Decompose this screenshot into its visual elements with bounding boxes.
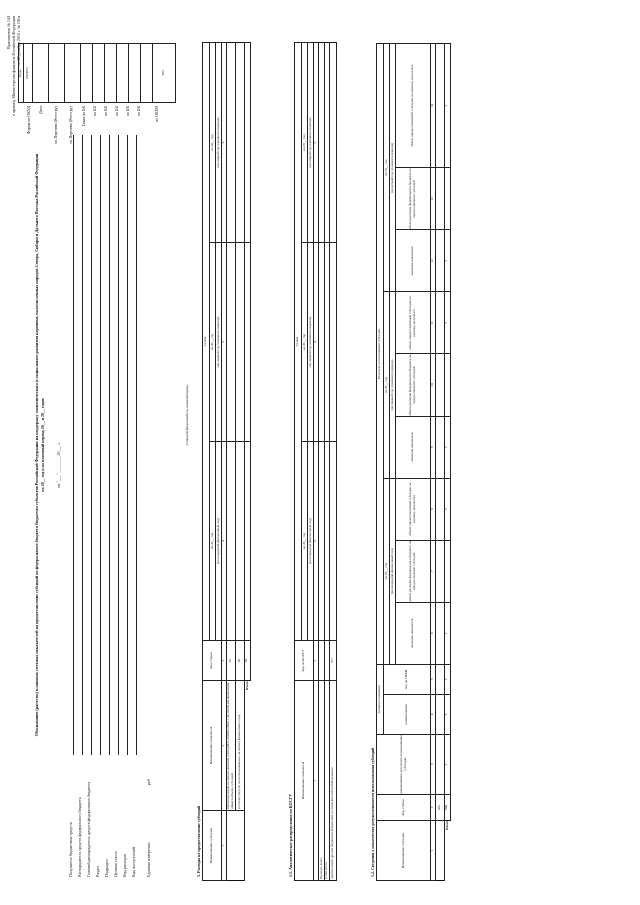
s11-h-y1: на 20__ год <box>302 442 308 641</box>
s1-num: 4 <box>222 442 227 641</box>
s12-h-per-unit: объем предоставляемой субсидии на единицу результата <box>396 44 431 168</box>
s1-total-cell[interactable] <box>245 243 251 442</box>
s1-total-label: Итого <box>244 681 249 691</box>
code-bk-1 <box>93 44 105 103</box>
s1-num: 6 <box>222 42 227 242</box>
s12-x: x <box>445 602 451 664</box>
s12-row-name[interactable] <box>436 820 445 880</box>
codes-label-okei: по ОКЕИ <box>154 106 159 123</box>
s11-row-indicator: Расходы, всего <box>319 681 325 881</box>
code-bk-2 <box>105 44 117 103</box>
codes-label-bk3: по БК <box>114 106 119 117</box>
s12-h-subsidy-vol: объем расходов федерального бюджета на предоставление субсидий <box>396 540 431 602</box>
s12-cell[interactable] <box>436 664 445 694</box>
s1-cell[interactable] <box>227 42 236 242</box>
s12-h-value: значение показателя <box>396 416 431 478</box>
s12-h-y2: на 20__ год <box>384 292 390 478</box>
s11-num: 2 <box>314 641 319 681</box>
s1-h-y1: на 20__ год <box>210 442 216 641</box>
s12-num: 11 <box>431 292 436 354</box>
s1-h-code: Код строки <box>203 641 222 681</box>
s12-cell[interactable] <box>436 168 445 230</box>
appendix-line2: к приказу Министерства финансов Российской Федерации <box>11 16 16 116</box>
field-subsection: Подраздел <box>104 859 109 877</box>
s12-num: 13 <box>431 168 436 230</box>
field-section: Раздел <box>95 865 100 877</box>
codes-label-date: Дата <box>38 106 43 114</box>
s1-num: 1 <box>222 811 227 881</box>
s1-h-y3-note: (на второй год планового периода) <box>216 42 222 242</box>
codes-label-reg1: по Перечню (Реестру) <box>53 106 58 144</box>
s12-cell[interactable] <box>436 292 445 354</box>
s11-num: 4 <box>314 243 319 442</box>
s11-cell[interactable] <box>330 442 337 641</box>
s12-num: 8 <box>431 478 436 540</box>
s12-num: 1 <box>431 820 436 880</box>
s12-total-cell[interactable] <box>445 354 451 416</box>
document-title: Обоснование (расчеты) плановых сметных показателей на предоставление субсидий из федерального бюджета бюджетам субъектов Российской Федерации на поддержку экономического и социального развития коренных малочисленных народов Севера, Сибири и Дальнего Востока Российской Федерации <box>34 153 39 737</box>
s1-cell[interactable] <box>236 442 245 641</box>
s12-h-okei: код по ОКЕИ <box>384 664 431 694</box>
code-bk-3 <box>117 44 129 103</box>
s12-h-unit: единица измерения <box>377 664 384 734</box>
s12-h-per-unit: объем предоставляемой субсидии на единицу результата <box>396 292 431 354</box>
s1-h-y1-note: (на очередной финансовый год) <box>216 442 222 641</box>
s12-h-value: значение показателя <box>396 602 431 664</box>
s1-h-sum: Сумма <box>203 42 210 640</box>
codes-label-glava: Глава по БК <box>81 106 86 127</box>
s12-total-cell[interactable] <box>445 540 451 602</box>
s11-h-y3-note: (на второй год планового периода) <box>308 42 314 242</box>
codes-label-okud: Форма по ОКУД <box>26 106 31 135</box>
s12-num: 7 <box>431 540 436 602</box>
s12-row-code: 001 <box>436 794 445 820</box>
s11-cell[interactable] <box>330 42 337 242</box>
s1-h-y3: на 20__ год <box>210 42 216 242</box>
s11-h-y1-note: (на очередной финансовый год) <box>308 442 314 641</box>
s12-h-y3: на 20__ год <box>384 44 390 292</box>
field-main-distributor: Главный распорядитель средств федерального бюджета <box>86 782 91 877</box>
unit-label: Единица измерения: <box>146 842 151 877</box>
s11-h-y2-note: (на первый год планового периода) <box>308 243 314 442</box>
section1-title: 1. Расходы на предоставление субсидий <box>196 805 201 877</box>
s12-h-subsidy-vol: объем расходов федерального бюджета на предоставление субсидий <box>396 168 431 230</box>
section11-table <box>294 42 337 881</box>
s1-cell[interactable] <box>227 243 236 442</box>
s12-h-unit-name: наименование <box>384 694 431 734</box>
s11-num: 5 <box>314 42 319 242</box>
s12-x: x <box>445 664 451 694</box>
s12-h-y3-note: (на второй год планового периода) <box>390 44 396 292</box>
s12-h-per-unit: объем предоставляемой субсидии на единицу результата <box>396 478 431 540</box>
s1-h-y2-note: (на первый год планового периода) <box>216 243 222 442</box>
field-expense-type: Вид расходов <box>122 854 127 877</box>
s1-row-code: 01 <box>227 641 236 681</box>
s1-row-indicator: Остаток средств, не использованных на начало финансового года <box>236 681 245 811</box>
s12-x: x <box>445 416 451 478</box>
codes-table <box>18 43 176 103</box>
s1-num: 2 <box>222 681 227 811</box>
s12-num: 6 <box>431 602 436 664</box>
s12-num: 4 <box>431 694 436 734</box>
s12-h-result-name: наименование результата использования субсидии <box>377 734 431 794</box>
s12-total-label: Итого <box>444 820 449 831</box>
section12-table <box>376 43 451 881</box>
section12-title: 1.2. Сведения о показателях результативности использования субсидий <box>370 747 375 877</box>
s1-row-code: 02 <box>236 641 245 681</box>
field-distributor: Распорядитель средств федерального бюджета <box>77 797 82 877</box>
s12-cell[interactable] <box>436 540 445 602</box>
s12-x: x <box>445 478 451 540</box>
code-registry-2 <box>65 44 81 103</box>
appendix-line3: от 28 декабря 2010 г. № 191н <box>16 16 21 66</box>
code-bk-4 <box>129 44 141 103</box>
s12-h-value: значение показателя <box>396 230 431 292</box>
s12-x: x <box>445 734 451 794</box>
s11-row-kosgu: 251 <box>330 641 337 681</box>
s11-h-indicator: Наименование показателя <box>295 681 314 881</box>
s12-num: 14 <box>431 44 436 168</box>
s11-row-indicator: в том числе: <box>325 681 330 881</box>
field-recipient: Получатель бюджетных средств <box>68 822 73 877</box>
s1-num: 3 <box>222 641 227 681</box>
s11-num: 1 <box>314 681 319 881</box>
codes-header: Коды <box>19 44 24 103</box>
s1-h-y2: на 20__ год <box>210 243 216 442</box>
s1-total-cell[interactable] <box>245 42 251 242</box>
code-okud: 0504815 <box>24 44 33 103</box>
s12-h-y1-note: (на очередной финансовый год) <box>390 478 396 664</box>
s1-h-name: Наименование субсидии <box>203 811 222 881</box>
s12-num: 12 <box>431 230 436 292</box>
code-glava <box>81 44 93 103</box>
s12-cell[interactable] <box>436 416 445 478</box>
s12-num: 10 <box>431 354 436 416</box>
s12-x: x <box>445 292 451 354</box>
s1-total-code: 03 <box>245 641 251 681</box>
s1-cell[interactable] <box>227 442 236 641</box>
document-subtitle: на 20__ год и на плановый период 20__ и 20__ годов <box>40 398 45 492</box>
appendix-line1: Приложение № 144 <box>6 16 11 50</box>
s1-subsidy-name-cell[interactable] <box>227 811 245 881</box>
s12-num: 2 <box>431 794 436 820</box>
s12-h-results: Результат использования субсидии <box>377 44 384 665</box>
s12-cell[interactable] <box>436 734 445 794</box>
s12-x: x <box>445 44 451 168</box>
codes-label-reg2: по Перечню (Реестру) <box>68 106 73 144</box>
code-okei: 383 <box>153 44 176 103</box>
s11-h-kosgu: Код по КОСГУ <box>295 641 314 681</box>
s11-h-y3: на 20__ год <box>302 42 308 242</box>
s12-h-subsidy-vol: объем расходов федерального бюджета на предоставление субсидий <box>396 354 431 416</box>
s12-x: x <box>445 694 451 734</box>
s1-row-indicator: Объем расходов на предоставление субсидий в соответствии с расчетом распределения общего объема субсидий <box>227 681 236 811</box>
s12-num: 3 <box>431 734 436 794</box>
s12-h-code: Код строки <box>377 794 431 820</box>
s11-cell[interactable] <box>330 243 337 442</box>
s12-cell[interactable] <box>436 230 445 292</box>
s1-h-indicator: Наименование показателя <box>203 681 222 811</box>
s11-h-y2: на 20__ год <box>302 243 308 442</box>
field-target-article: Целевая статья <box>113 851 118 877</box>
s11-num: 3 <box>314 442 319 641</box>
s12-total-code: 900 <box>445 794 451 820</box>
s12-num: 5 <box>431 664 436 694</box>
codes-label-bk2: по БК <box>103 106 108 117</box>
document-date: на "___" ________ 20___ г. <box>56 442 61 488</box>
s1-total-cell[interactable] <box>245 442 251 641</box>
s12-h-y2-note: (на первый год планового периода) <box>390 292 396 478</box>
s12-x: x <box>445 230 451 292</box>
code-bk-5 <box>141 44 153 103</box>
s11-row-indicator: перечисления другим бюджетам бюджетной системы Российской Федерации <box>330 681 337 881</box>
unit-value: руб <box>146 779 151 785</box>
s1-cell[interactable] <box>236 42 245 242</box>
field-receipt-type: Вид поступлений <box>131 847 136 877</box>
s12-h-y1: на 20__ год <box>384 478 390 664</box>
s12-cell[interactable] <box>436 478 445 540</box>
code-date <box>33 44 49 103</box>
code-registry-1 <box>49 44 65 103</box>
date-note: (очередной финансовый год, плановый период) <box>185 384 189 446</box>
section11-title: 1.1. Аналитическое распределение по КОСГУ <box>288 793 293 877</box>
s1-num: 5 <box>222 243 227 442</box>
section1-table <box>202 42 251 881</box>
s12-h-name: Наименование субсидии <box>377 820 431 880</box>
codes-label-bk1: по БК <box>92 106 97 117</box>
s1-cell[interactable] <box>236 243 245 442</box>
s12-total-cell[interactable] <box>445 168 451 230</box>
s12-cell[interactable] <box>436 694 445 734</box>
s11-h-sum: Сумма <box>295 42 302 640</box>
s12-cell[interactable] <box>436 44 445 168</box>
codes-label-bk4: по БК <box>125 106 130 117</box>
s12-num: 9 <box>431 416 436 478</box>
s12-cell[interactable] <box>436 354 445 416</box>
codes-label-bk5: по БК <box>136 106 141 117</box>
s12-cell[interactable] <box>436 602 445 664</box>
